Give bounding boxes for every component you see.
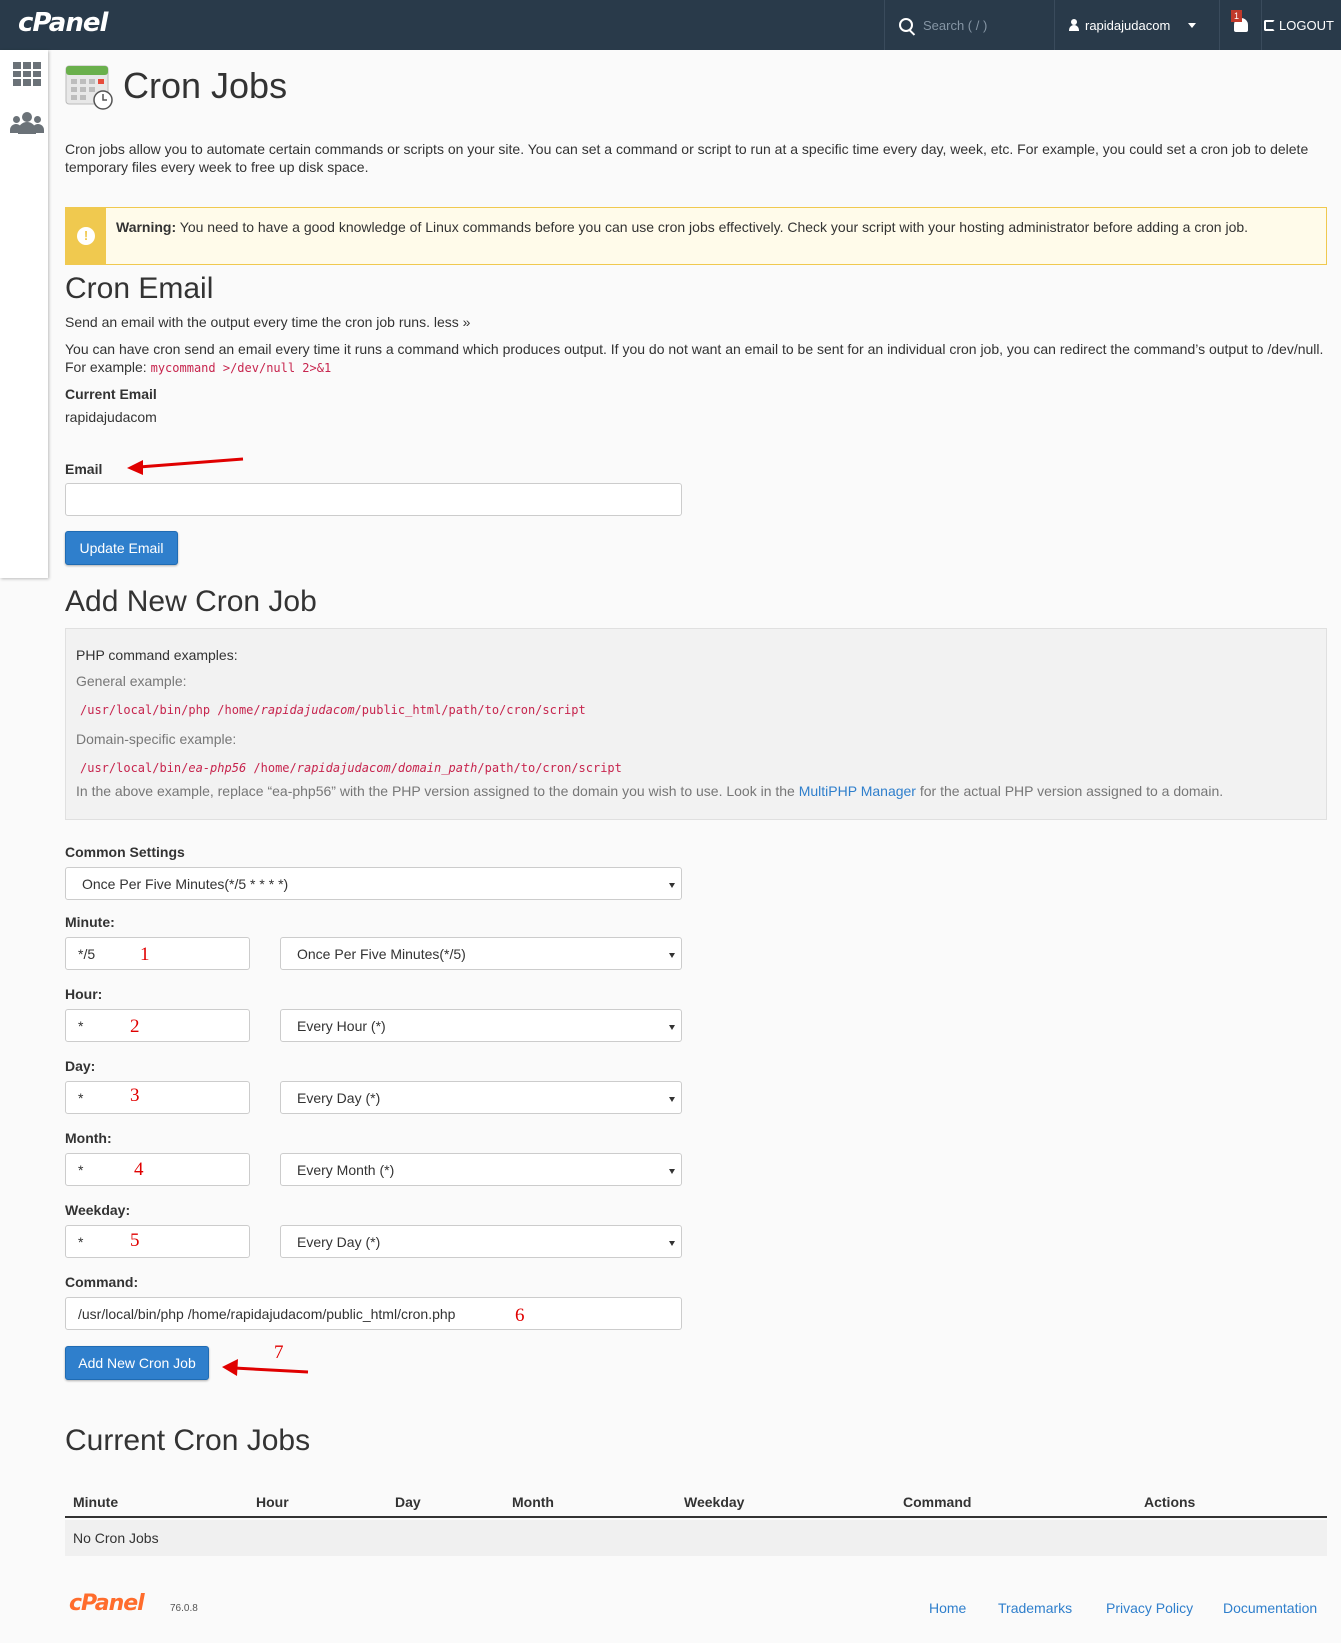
current-email-value: rapidajudacom: [65, 409, 157, 425]
php-version-note: In the above example, replace “ea-php56” with the PHP version assigned to the domain you wish to use. Look in the MultiPHP Manager for the actual PHP version assigned to a domain.: [76, 783, 1224, 799]
annotation-arrow-add: [220, 1356, 310, 1378]
footer-link-home[interactable]: Home: [929, 1600, 967, 1616]
calendar-icon: [65, 62, 113, 110]
cron-email-detail-text: You can have cron send an email every time it runs a command which produces output. If you do not want an email to be sent for an individual cron job, you can redirect the command’s output to /dev/null. For example:: [65, 341, 1324, 375]
multiphp-manager-link[interactable]: MultiPHP Manager: [798, 783, 916, 799]
day-label: Day:: [65, 1058, 96, 1074]
column-header[interactable]: Command: [903, 1494, 972, 1510]
footer-link-documentation[interactable]: Documentation: [1223, 1600, 1318, 1616]
domain-example-code: /usr/local/bin/ea-php56 /home/rapidajudacom/domain_path/path/to/cron/script: [80, 761, 622, 775]
month-select[interactable]: Every Month (*): [280, 1153, 682, 1186]
weekday-input[interactable]: *: [65, 1225, 250, 1258]
warning-text: [116, 218, 1296, 236]
general-example-label: General example:: [76, 673, 187, 689]
top-bar: [0, 0, 1341, 50]
add-cron-job-button[interactable]: Add New Cron Job: [65, 1346, 209, 1380]
annotation-number: 3: [130, 1085, 140, 1106]
chevron-down-icon: [669, 1025, 675, 1030]
notification-badge: 1: [1231, 10, 1242, 22]
email-label: Email: [65, 461, 103, 477]
common-settings-label: Common Settings: [65, 844, 185, 860]
footer-link-trademarks[interactable]: Trademarks: [998, 1600, 1073, 1616]
month-label: Month:: [65, 1130, 112, 1146]
annotation-arrow-email: [125, 455, 245, 477]
logout-label: LOGOUT: [1279, 17, 1334, 33]
username: rapidajudacom: [1085, 17, 1171, 33]
user-icon: [1069, 19, 1079, 31]
column-header[interactable]: Hour: [256, 1494, 289, 1510]
empty-table-message: No Cron Jobs: [65, 1520, 1327, 1556]
chevron-down-icon: [1188, 23, 1196, 28]
cron-email-detail: [65, 340, 1327, 377]
version-label: 76.0.8: [170, 1603, 198, 1614]
hour-input[interactable]: *: [65, 1009, 250, 1042]
weekday-select[interactable]: Every Day (*): [280, 1225, 682, 1258]
annotation-number: 7: [274, 1342, 284, 1363]
logout-button[interactable]: [1262, 0, 1334, 50]
general-example-code: /usr/local/bin/php /home/rapidajudacom/public_html/path/to/cron/script: [80, 703, 586, 717]
page-title: Cron Jobs: [123, 65, 288, 106]
column-header[interactable]: Minute: [73, 1494, 119, 1510]
current-email-label: Current Email: [65, 386, 157, 402]
command-label: Command:: [65, 1274, 139, 1290]
column-header[interactable]: Weekday: [684, 1494, 745, 1510]
warning-label: Warning:: [116, 219, 177, 235]
annotation-number: 5: [130, 1230, 140, 1251]
warning-bar: [66, 208, 106, 264]
hour-select[interactable]: Every Hour (*): [280, 1009, 682, 1042]
cron-email-heading: Cron Email: [65, 272, 214, 305]
search-icon: [899, 18, 913, 32]
common-settings-select[interactable]: Once Per Five Minutes(*/5 * * * *): [65, 867, 682, 900]
column-header: Actions: [1144, 1494, 1196, 1510]
column-header[interactable]: Day: [395, 1494, 421, 1510]
grid-icon[interactable]: [13, 62, 41, 86]
hour-label: Hour:: [65, 986, 103, 1002]
command-input[interactable]: /usr/local/bin/php /home/rapidajudacom/public_html/cron.php: [65, 1297, 682, 1330]
example-code: mycommand >/dev/null 2>&1: [150, 361, 332, 375]
annotation-number: 4: [134, 1159, 144, 1180]
examples-title: PHP command examples:: [76, 647, 238, 663]
page-header: [65, 62, 287, 110]
cpanel-logo[interactable]: cPanel: [18, 8, 108, 38]
cron-table-header: [65, 1490, 1327, 1518]
warning-message: You need to have a good knowledge of Linux commands before you can use cron jobs effectively. Check your script with your hosting administrator before adding a cron job.: [176, 219, 1249, 235]
search-box[interactable]: [884, 0, 1054, 50]
page-description: Cron jobs allow you to automate certain commands or scripts on your site. You can set a command or script to run at a specific time every day, week, etc. For example, you could set a cron job to delete temporary files every week to free up disk space.: [65, 141, 1309, 175]
minute-input[interactable]: */5: [65, 937, 250, 970]
update-email-button[interactable]: Update Email: [65, 531, 178, 565]
cron-email-intro[interactable]: Send an email with the output every time the cron job runs. less »: [65, 314, 471, 330]
chevron-down-icon: [669, 953, 675, 958]
weekday-label: Weekday:: [65, 1202, 131, 1218]
warning-callout: [65, 207, 1327, 265]
chevron-down-icon: [669, 1241, 675, 1246]
add-cron-heading: Add New Cron Job: [65, 585, 317, 618]
sidebar: [0, 50, 48, 578]
day-select[interactable]: Every Day (*): [280, 1081, 682, 1114]
chevron-down-icon: [669, 883, 675, 888]
chevron-down-icon: [669, 1097, 675, 1102]
annotation-number: 6: [515, 1305, 525, 1326]
user-menu[interactable]: [1054, 0, 1220, 50]
search-placeholder[interactable]: Search ( / ): [923, 17, 988, 33]
column-header[interactable]: Month: [512, 1494, 554, 1510]
month-input[interactable]: *: [65, 1153, 250, 1186]
notifications-button[interactable]: [1220, 0, 1262, 50]
minute-select[interactable]: Once Per Five Minutes(*/5): [280, 937, 682, 970]
domain-example-label: Domain-specific example:: [76, 731, 237, 747]
chevron-down-icon: [669, 1169, 675, 1174]
php-examples-panel: [65, 628, 1327, 820]
current-jobs-heading: Current Cron Jobs: [65, 1424, 311, 1457]
annotation-number: 2: [130, 1016, 140, 1037]
users-icon[interactable]: [10, 112, 44, 134]
annotation-number: 1: [140, 944, 150, 965]
minute-label: Minute:: [65, 914, 115, 930]
warning-icon: !: [77, 227, 95, 245]
day-input[interactable]: *: [65, 1081, 250, 1114]
logout-icon: [1264, 20, 1275, 31]
footer-logo[interactable]: cPanel: [69, 1591, 144, 1616]
footer-link-privacy[interactable]: Privacy Policy: [1106, 1600, 1194, 1616]
email-input[interactable]: [65, 483, 682, 516]
